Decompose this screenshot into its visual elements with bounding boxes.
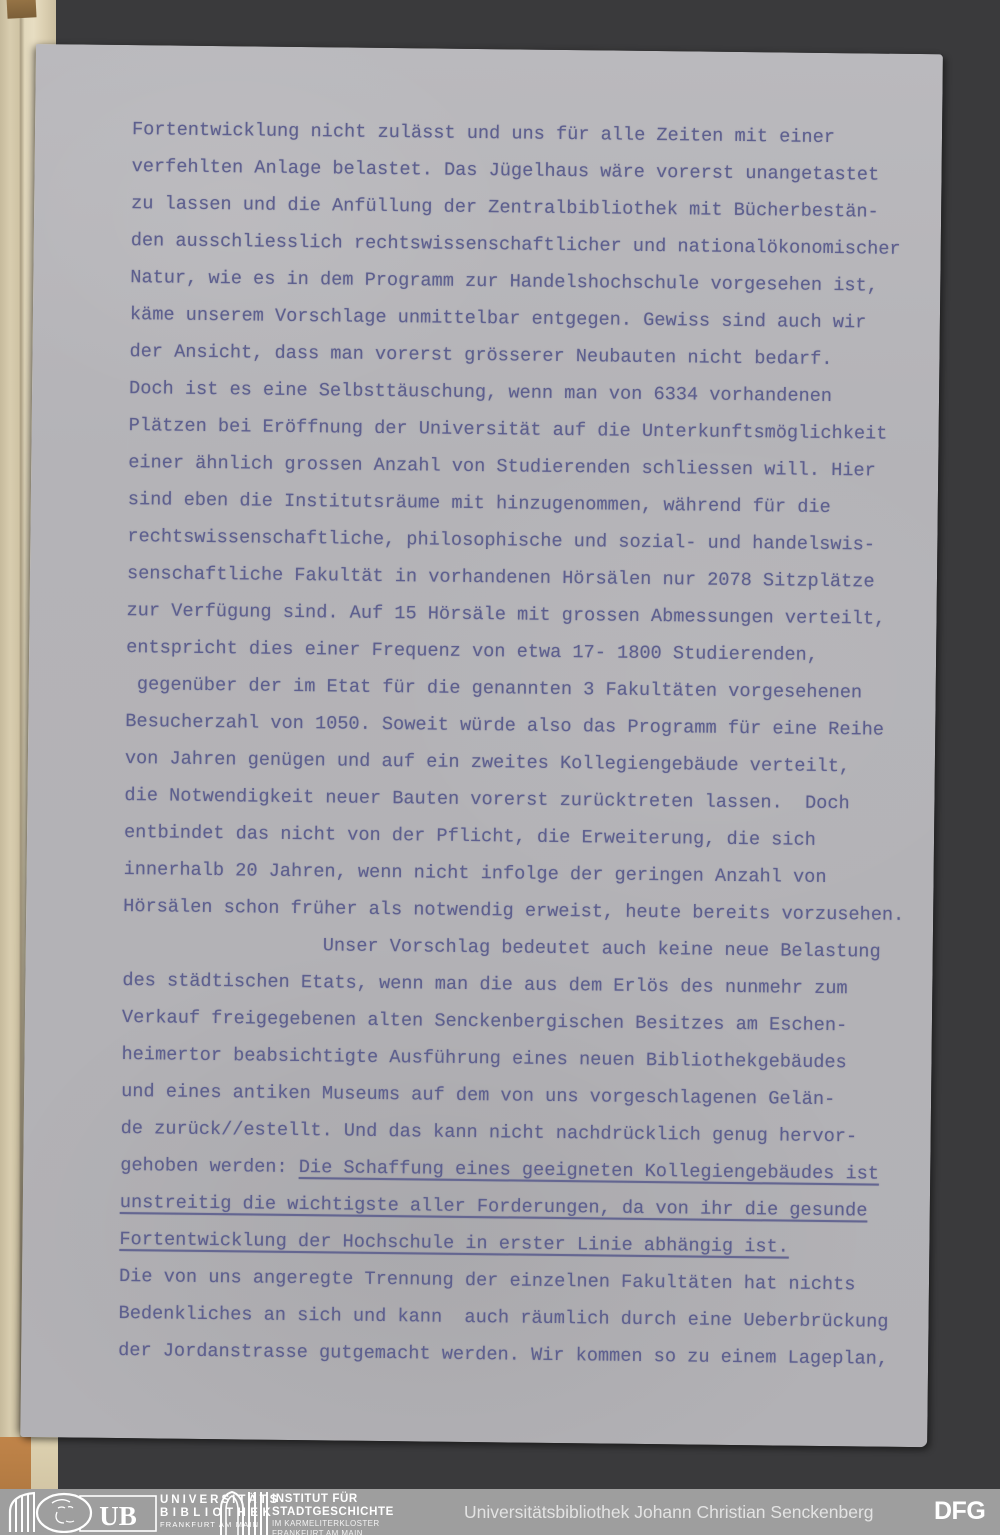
document-line: die Notwendigkeit neuer Bauten vorerst zurücktreten lassen. Doch [124,785,850,815]
dfg-logo: DFG [934,1497,986,1525]
document-line: Bedenkliches an sich und kann auch räumlich durch eine Ueberbrückung [118,1303,889,1333]
document-line: entspricht dies einer Frequenz von etwa 17- 1800 Studierenden, [126,637,819,666]
ub-abbrev: UB [99,1501,137,1531]
book-edge-orange-page [0,1437,31,1489]
ub-name-line1: UNIVERSITÄTS [160,1494,281,1506]
document-line: einer ähnlich grossen Anzahl von Studierenden schliessen will. Hier [128,452,876,482]
document-line: gegenüber der im Etat für die genannten 3 Fakultäten vorgesehenen [125,674,863,704]
document-line: sind eben die Institutsräume mit hinzugenommen, während für die [127,489,831,519]
document-line: Die von uns angeregte Trennung der einzelnen Fakultäten hat nichts [118,1266,856,1296]
document-line: des städtischen Etats, wenn man die aus dem Erlös des nunmehr zum [122,970,848,1000]
ub-library-logo-icon [2,1491,158,1533]
book-spine-wood [6,0,36,19]
document-line: der Jordanstrasse gutgemacht werden. Wir kommen so zu einem Lageplan, [118,1340,889,1370]
document-line: Doch ist es eine Selbsttäuschung, wenn man von 6334 vorhandenen [128,378,833,408]
document-line: Natur, wie es in dem Programm zur Handelshochschule vorgesehen ist, [130,267,879,297]
document-line: senschaftliche Fakultät in vorhandenen Hörsälen nur 2078 Sitzplätze [126,563,875,593]
document-line: heimertor beabsichtigte Ausführung eines neuen Bibliothekgebäudes [121,1044,847,1074]
document-line: unstreitig die wichtigste aller Forderungen, da von ihr die gesunde [119,1192,868,1222]
document-line: rechtswissenschaftliche, philosophische und sozial- und handelswis- [127,526,876,556]
scanned-page [20,44,943,1447]
document-line: der Ansicht, dass man vorerst grösserer Neubauten nicht bedarf. [129,341,833,371]
institut-stadtgeschichte-label [272,1493,394,1535]
document-line: Besucherzahl von 1050. Soweit würde also das Programm für eine Reihe [125,711,885,741]
karmeliterkloster-arch-icon [218,1490,272,1535]
document-line: Fortentwicklung nicht zulässt und uns für alle Zeiten mit einer [131,119,836,149]
document-line: entbindet das nicht von der Pflicht, die Erweiterung, die sich [123,822,816,851]
library-name-label: Universitätsbibliothek Johann Christian Senckenberg [464,1502,874,1522]
document-line: und eines antiken Museums auf dem von uns vorgeschlagenen Gelän- [121,1081,836,1111]
institut-line1: INSTITUT FÜR [272,1493,358,1505]
institut-line4: FRANKFURT AM MAIN [272,1528,363,1535]
institut-line2: STADTGESCHICHTE [272,1506,394,1518]
institut-line3: IM KARMELITERKLOSTER [272,1519,380,1528]
document-text [118,111,932,1378]
document-line: von Jahren genügen und auf ein zweites Kollegiengebäude verteilt, [124,748,851,778]
document-line: Unser Vorschlag bedeutet auch keine neue Belastung [322,935,881,963]
document-line: verfehlten Anlage belastet. Das Jügelhaus wäre vorerst unangetastet [131,156,880,186]
document-line: innerhalb 20 Jahren, wenn nicht infolge der geringen Anzahl von [123,859,827,889]
document-line: den ausschliesslich rechtswissenschaftlicher und nationalökonomischer [130,230,901,260]
book-edge-cream-page [31,1437,58,1489]
document-line: Plätzen bei Eröffnung der Universität auf die Unterkunftsmöglichkeit [128,415,888,445]
document-line: Fortentwicklung der Hochschule in erster Linie abhängig ist. [119,1229,790,1258]
ub-name-line3: FRANKFURT AM MAIN [160,1520,260,1529]
document-line: Hörsälen schon früher als notwendig erweist, heute bereits vorzusehen. [123,896,905,926]
document-line: de zurück//estellt. Und das kann nicht nachdrücklich genug hervor- [120,1118,858,1148]
document-line: käme unserem Vorschlage unmittelbar entgegen. Gewiss sind auch wir [129,304,867,334]
document-line: gehoben werden: Die Schaffung eines geeigneten Kollegiengebäudes ist [120,1155,880,1185]
footer-bar [0,1489,1000,1535]
document-line: zu lassen und die Anfüllung der Zentralbibliothek mit Bücherbestän- [131,193,879,223]
ub-name-line2: BIBLIOTHEK [160,1507,276,1519]
document-line: Verkauf freigegebenen alten Senckenbergischen Besitzes am Eschen- [121,1007,848,1037]
document-line: zur Verfügung sind. Auf 15 Hörsäle mit grossen Abmessungen verteilt, [126,600,886,630]
